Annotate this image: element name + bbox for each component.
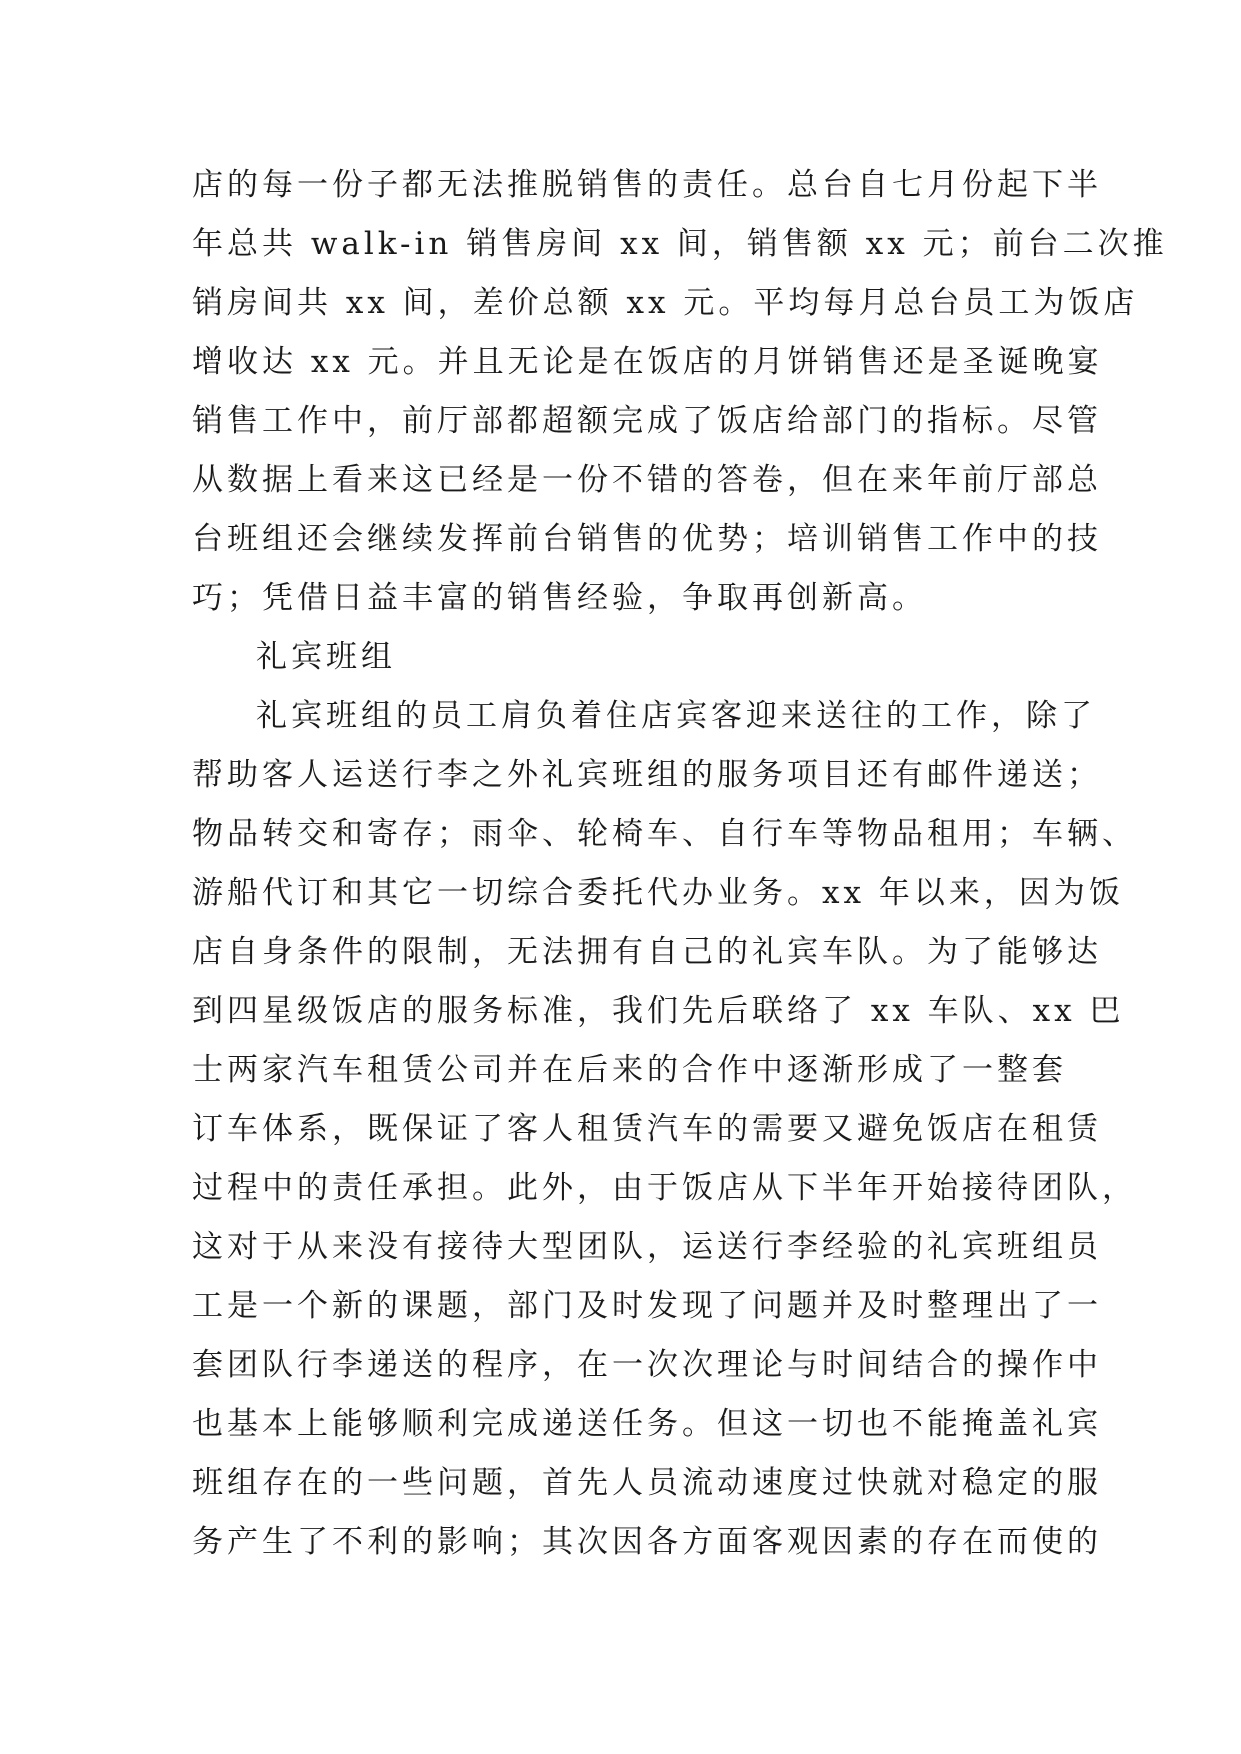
section-heading: 礼宾班组	[256, 639, 396, 675]
paragraph-line: 物品转交和寄存；雨伞、轮椅车、自行车等物品租用；车辆、	[192, 816, 1137, 852]
paragraph-line: 销售工作中，前厅部都超额完成了饭店给部门的指标。尽管	[192, 403, 1102, 439]
paragraph-line: 也基本上能够顺利完成递送任务。但这一切也不能掩盖礼宾	[192, 1406, 1102, 1442]
paragraph-line: 这对于从来没有接待大型团队，运送行李经验的礼宾班组员	[192, 1229, 1102, 1265]
paragraph-line: 班组存在的一些问题，首先人员流动速度过快就对稳定的服	[192, 1465, 1102, 1501]
paragraph-line: 店自身条件的限制，无法拥有自己的礼宾车队。为了能够达	[192, 934, 1102, 970]
paragraph-line: 过程中的责任承担。此外，由于饭店从下半年开始接待团队，	[192, 1170, 1137, 1206]
paragraph-line: 店的每一份子都无法推脱销售的责任。总台自七月份起下半	[192, 167, 1102, 203]
paragraph-line: 巧；凭借日益丰富的销售经验，争取再创新高。	[192, 580, 927, 616]
paragraph-line: 务产生了不利的影响；其次因各方面客观因素的存在而使的	[192, 1524, 1102, 1560]
paragraph-line: 台班组还会继续发挥前台销售的优势；培训销售工作中的技	[192, 521, 1102, 557]
paragraph-line: 增收达 xx 元。并且无论是在饭店的月饼销售还是圣诞晚宴	[192, 344, 1103, 380]
paragraph-line: 年总共 walk-in 销售房间 xx 间，销售额 xx 元；前台二次推	[192, 226, 1168, 262]
paragraph-line: 到四星级饭店的服务标准，我们先后联络了 xx 车队、xx 巴	[192, 993, 1125, 1029]
paragraph-line: 游船代订和其它一切综合委托代办业务。xx 年以来，因为饭	[192, 875, 1124, 911]
paragraph-line: 销房间共 xx 间，差价总额 xx 元。平均每月总台员工为饭店	[192, 285, 1139, 321]
paragraph-line: 套团队行李递送的程序，在一次次理论与时间结合的操作中	[192, 1347, 1102, 1383]
paragraph-line: 礼宾班组的员工肩负着住店宾客迎来送往的工作，除了	[256, 698, 1096, 734]
paragraph-line: 工是一个新的课题，部门及时发现了问题并及时整理出了一	[192, 1288, 1102, 1324]
body-text	[192, 156, 1168, 1572]
paragraph-line: 从数据上看来这已经是一份不错的答卷，但在来年前厅部总	[192, 462, 1102, 498]
paragraph-line: 订车体系，既保证了客人租赁汽车的需要又避免饭店在租赁	[192, 1111, 1102, 1147]
paragraph-line: 帮助客人运送行李之外礼宾班组的服务项目还有邮件递送；	[192, 757, 1102, 793]
paragraph-line: 士两家汽车租赁公司并在后来的合作中逐渐形成了一整套	[192, 1052, 1067, 1088]
